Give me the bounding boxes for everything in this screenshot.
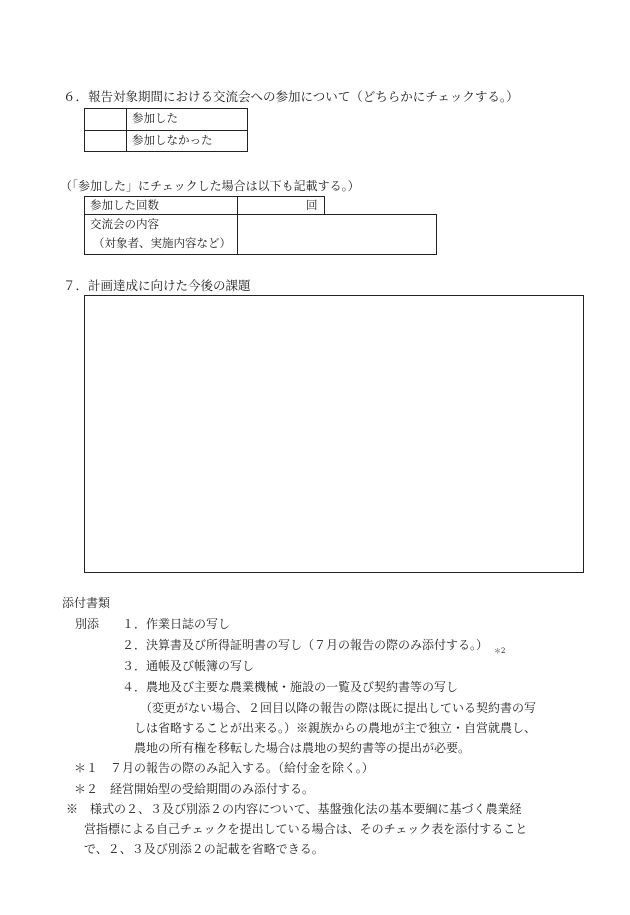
footnote-2: ＊２ 経営開始型の受給期間のみ添付する。 (74, 782, 315, 796)
attachment-item-4-note-2: しは省略することが出来る。）※親族からの農地が主で独立・自営就農し、 (134, 721, 537, 735)
footnote-3-line-2: 営指標による自己チェックを提出している場合は、そのチェック表を添付すること (84, 822, 528, 836)
attachment-item-3: ３．通帳及び帳簿の写し (122, 659, 255, 673)
future-issues-textarea[interactable] (84, 295, 584, 573)
section7-heading: ７．計画達成に向けた今後の課題 (63, 278, 251, 293)
attachment-item-1: １．作業日誌の写し (122, 617, 231, 631)
content-label-1: 交流会の内容 (90, 217, 159, 231)
attachment-item-2 (122, 638, 506, 655)
footnote-3-line-3: で、２、３及び別添２の記載を省略できる。 (84, 842, 324, 856)
section6-heading: ６．報告対象期間における交流会への参加について（どちらかにチェックする。） (63, 89, 519, 104)
attachment-item-2-mark: ＊2 (494, 647, 506, 655)
attachment-item-2-text: ２．決算書及び所得証明書の写し（７月の報告の際のみ添付する。） (122, 638, 489, 652)
count-unit: 回 (306, 198, 318, 212)
option-not-participated: 参加しなかった (132, 133, 213, 147)
attachment-item-4-note-3: 農地の所有権を移転した場合は農地の契約書等の提出が必要。 (134, 741, 471, 755)
checkbox-not-participated[interactable] (85, 131, 126, 151)
checklist-col-divider (126, 108, 127, 152)
attachment-item-4: ４．農地及び主要な農業機械・施設の一覧及び契約書等の写し (122, 680, 459, 694)
attachments-prefix: 別添 (75, 617, 100, 631)
footnote-1: ＊１ ７月の報告の際のみ記入する。（給付金を除く。） (74, 761, 374, 775)
content-input[interactable] (238, 215, 436, 254)
count-label: 参加した回数 (90, 198, 159, 212)
checkbox-participated[interactable] (85, 109, 126, 130)
attachment-item-4-note-1: （変更がない場合、２回目以降の報告の際は既に提出している契約書の写 (140, 701, 537, 715)
footnote-3-line-1: ※ 様式の２、３及び別添２の内容について、基盤強化法の基本要綱に基づく農業経 (66, 802, 522, 816)
participation-note: （「参加した」にチェックした場合は以下も記載する。） (60, 179, 360, 193)
attachments-title: 添付書類 (62, 596, 111, 610)
option-participated: 参加した (132, 111, 178, 125)
content-label-2: （対象者、実施内容など） (93, 236, 231, 250)
